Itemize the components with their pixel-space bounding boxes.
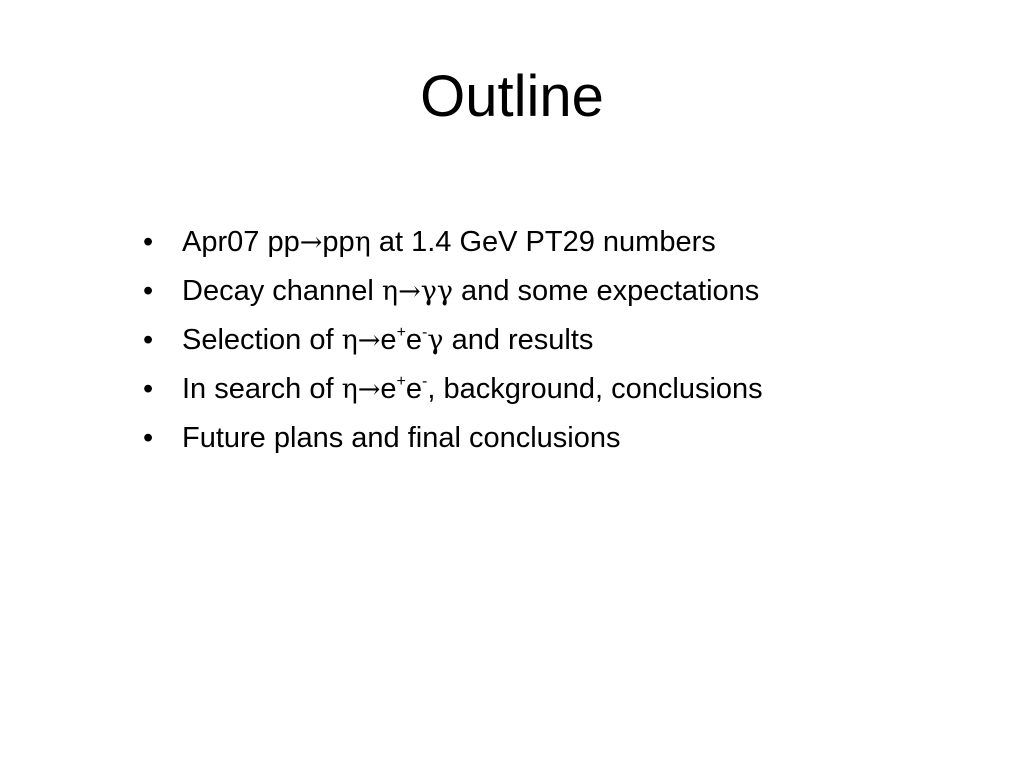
bullet-text: Selection of η→e+e-γ and results	[182, 324, 594, 356]
slide-title: Outline	[420, 64, 604, 129]
bullet-item	[143, 222, 1003, 271]
bullet-text: Apr07 pp→ppη at 1.4 GeV PT29 numbers	[182, 226, 716, 258]
bullet-item	[143, 271, 1003, 320]
bullet-icon: •	[143, 275, 154, 307]
arrow-icon: →	[299, 227, 323, 258]
bullet-icon: •	[143, 226, 154, 258]
arrow-icon: →	[398, 276, 421, 307]
bullet-item	[143, 369, 1003, 418]
bullet-icon: •	[143, 422, 154, 454]
bullet-item	[143, 320, 1003, 369]
bullet-text: Decay channel η→γγ and some expectations	[182, 275, 760, 307]
bullet-icon: •	[143, 373, 154, 405]
bullet-text: In search of η→e+e-, background, conclusions	[182, 373, 763, 405]
arrow-icon: →	[357, 325, 381, 356]
bullet-icon: •	[143, 324, 154, 356]
arrow-icon: →	[357, 374, 381, 405]
bullet-text: Future plans and final conclusions	[182, 422, 621, 454]
bullet-item	[143, 418, 1003, 467]
bullet-list	[143, 222, 1003, 467]
